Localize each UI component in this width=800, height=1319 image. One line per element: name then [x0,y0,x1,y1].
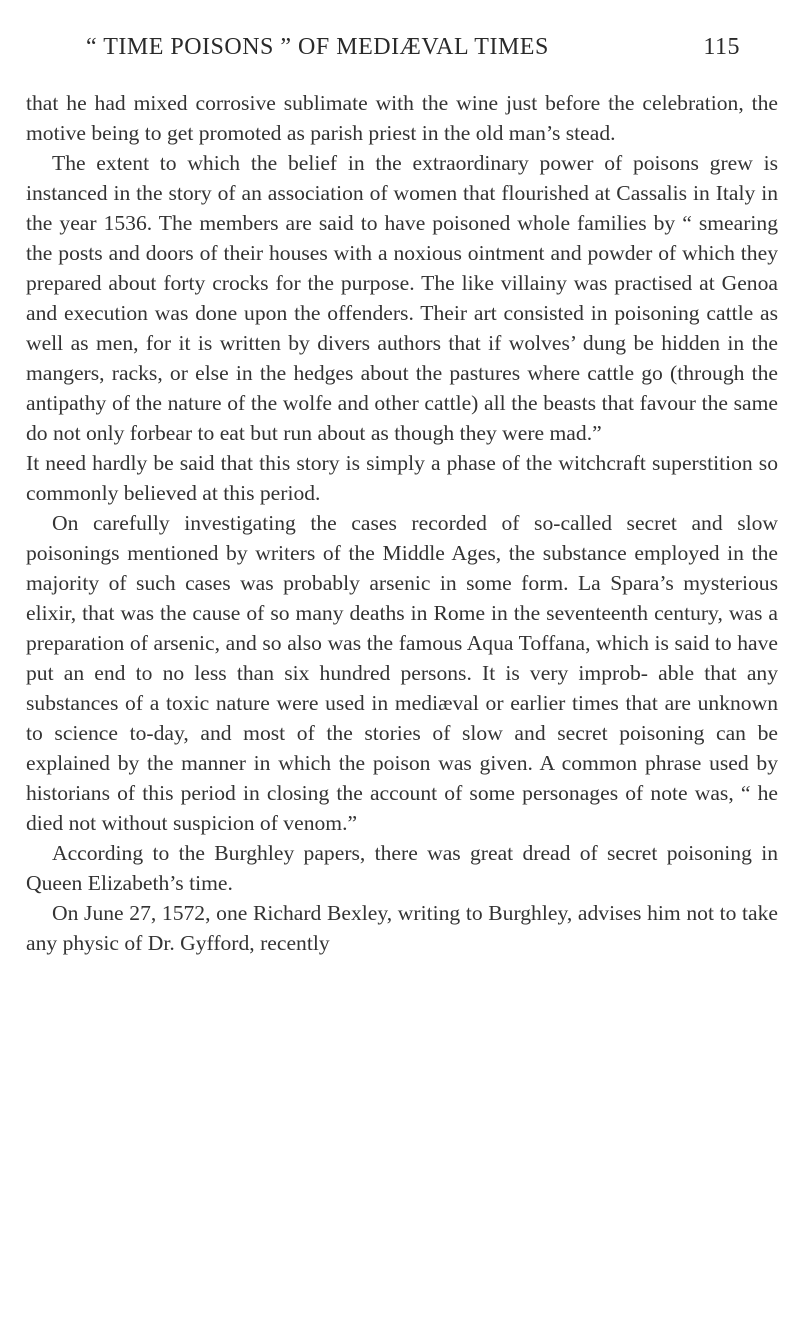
running-title: “ TIME POISONS ” OF MEDIÆVAL TIMES [86,34,549,60]
paragraph-arsenic: On carefully investigating the cases recorded of so-called secret and slow poisonings mentioned by writers of the Middle Ages, the substance employed in the majority of such cases was probably arsenic in some form. La Spara’s mysterious elixir, that was the cause of so many deaths in Rome in the seventeenth century, was a preparation of arsenic, and so also was the famous Aqua Toffana, which is said to have put an end to no less than six hundred persons. It is very improb- able that any substances of a toxic nature were used in mediæval or earlier times that are unknown to science to-day, and most of the stories of slow and secret poisoning can be explained by the manner in which the poison was given. A common phrase used by historians of this period in closing the account of some personages of note was, “ he died not without suspicion of venom.” [26,511,778,835]
paragraph-witchcraft: It need hardly be said that this story is simply a phase of the witchcraft superstition so commonly believed at this period. [26,451,778,505]
paragraph-bexley-letter: On June 27, 1572, one Richard Bexley, writing to Burghley, advises him not to take any physic of Dr. Gyfford, recently [26,901,778,955]
paragraph-continuation: that he had mixed corrosive sublimate with the wine just before the celebration, the motive being to get promoted as parish priest in the old man’s stead. [26,91,778,145]
paragraph-burghley-papers: According to the Burghley papers, there was great dread of secret poisoning in Queen Elizabeth’s time. [26,841,778,895]
running-head [86,34,740,68]
paragraph-cassalis-association: The extent to which the belief in the extraordinary power of poisons grew is instanced in the story of an association of women that flourished at Cassalis in Italy in the year 1536. The members are said to have poisoned whole families by “ smearing the posts and doors of their houses with a noxious ointment and powder of which they prepared about forty crocks for the purpose. The like villainy was practised at Genoa and execution was done upon the offenders. Their art consisted in poisoning cattle as well as men, for it is written by divers authors that if wolves’ dung be hidden in the mangers, racks, or else in the hedges about the pastures where cattle go (through the antipathy of the nature of the wolfe and other cattle) all the beasts that favour the same do not only forbear to eat but run about as though they were mad.” [26,151,778,445]
body-text [26,88,778,958]
page-number: 115 [703,34,740,60]
